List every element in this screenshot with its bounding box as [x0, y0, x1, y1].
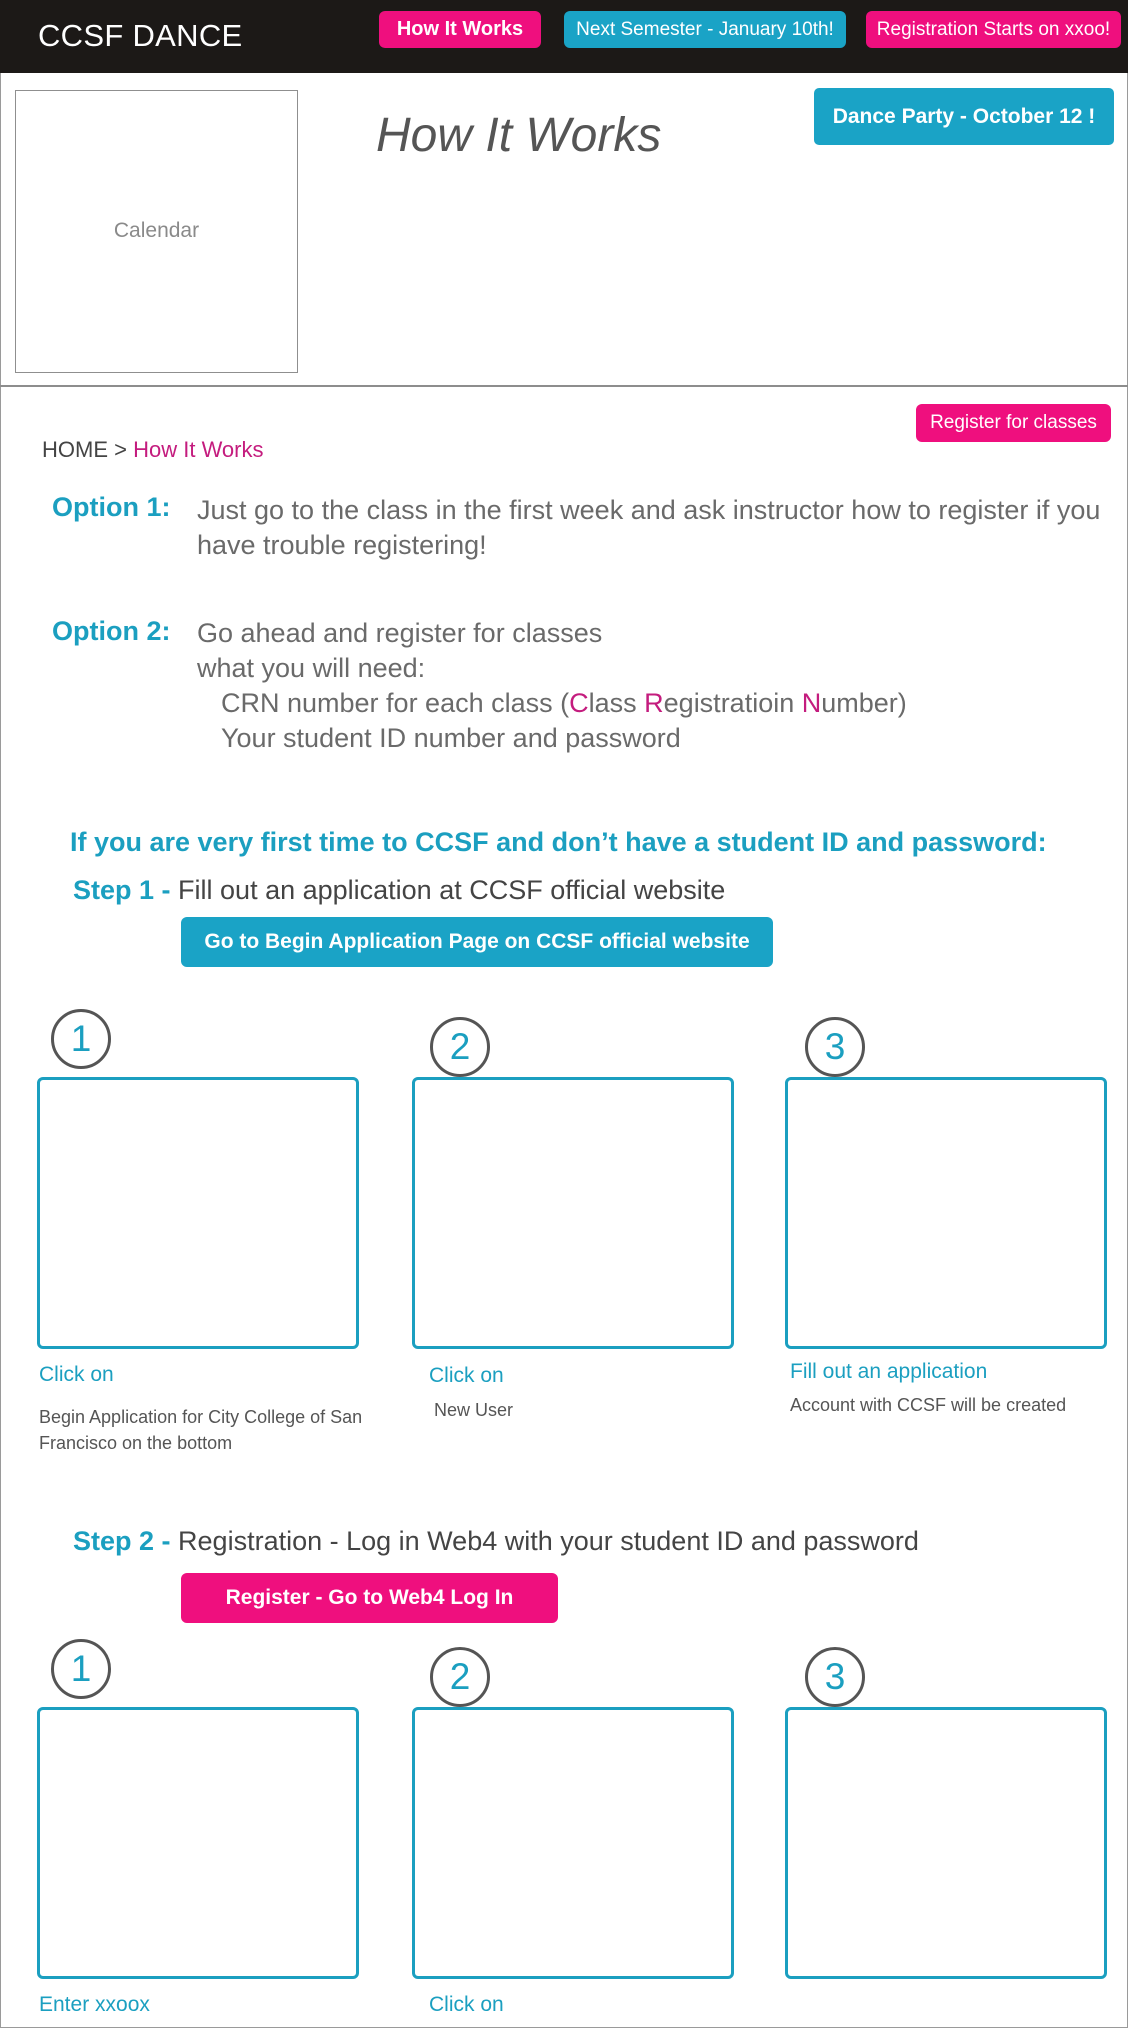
step1-screenshot-2 — [412, 1077, 734, 1349]
crn-lass: lass — [588, 688, 645, 718]
option2-crn-line — [197, 686, 1117, 721]
step1-caption-1: Click on — [39, 1363, 114, 1386]
crn-c: C — [569, 688, 589, 718]
nav-next-semester-button[interactable]: Next Semester - January 10th! — [564, 11, 846, 48]
option1-label: Option 1: — [52, 492, 171, 522]
step2-caption-2: Click on — [429, 1993, 504, 2016]
step1-number-1: 1 — [51, 1009, 111, 1069]
breadcrumb-separator: > — [114, 437, 127, 462]
step2-caption-1: Enter xxoox — [39, 1993, 150, 2016]
crn-n: N — [801, 688, 822, 718]
breadcrumb-current: How It Works — [133, 437, 264, 462]
nav-how-it-works-button[interactable]: How It Works — [379, 11, 541, 48]
step1-screenshot-1 — [37, 1077, 359, 1349]
step2-label: Step 2 - — [73, 1526, 171, 1556]
option2-line4: Your student ID number and password — [221, 723, 681, 753]
option2-text — [197, 616, 1117, 756]
crn-prefix: CRN number for each class ( — [221, 688, 570, 718]
step1-caption-3: Fill out an application — [790, 1360, 988, 1383]
begin-application-button[interactable]: Go to Begin Application Page on CCSF official website — [181, 917, 773, 967]
step2-number-3: 3 — [805, 1647, 865, 1707]
step1-text: Fill out an application at CCSF official website — [178, 875, 726, 905]
option2-line2: what you will need: — [197, 653, 426, 683]
step1-number-2: 2 — [430, 1017, 490, 1077]
step2-screenshot-3 — [785, 1707, 1107, 1979]
step1-screenshot-3 — [785, 1077, 1107, 1349]
step2-number-1: 1 — [51, 1639, 111, 1699]
step2-heading — [73, 1526, 919, 1557]
page-title: How It Works — [376, 109, 662, 162]
option2-label: Option 2: — [52, 616, 171, 646]
site-logo[interactable]: CCSF DANCE — [38, 18, 243, 53]
crn-umber: umber) — [821, 688, 907, 718]
calendar-label: Calendar — [113, 219, 200, 242]
dance-party-button[interactable]: Dance Party - October 12 ! — [814, 88, 1114, 145]
crn-egistratioin: egistratioin — [663, 688, 802, 718]
top-nav-bar — [0, 0, 1128, 73]
step2-number-2: 2 — [430, 1647, 490, 1707]
step1-detail-2: New User — [434, 1400, 514, 1420]
step1-label: Step 1 - — [73, 875, 171, 905]
calendar-widget[interactable] — [15, 90, 298, 373]
option2-line1: Go ahead and register for classes — [197, 618, 603, 648]
breadcrumb-home-link[interactable]: HOME — [42, 437, 108, 462]
step2-screenshot-1 — [37, 1707, 359, 1979]
step1-heading — [73, 875, 725, 906]
breadcrumb — [42, 437, 264, 463]
register-for-classes-button[interactable]: Register for classes — [916, 404, 1111, 442]
step2-screenshot-2 — [412, 1707, 734, 1979]
option1-text — [197, 493, 1117, 563]
crn-r: R — [644, 688, 664, 718]
step2-text: Registration - Log in Web4 with your student ID and password — [178, 1526, 919, 1556]
first-time-heading: If you are very first time to CCSF and don’t have a student ID and password: — [70, 827, 1047, 857]
step1-caption-2: Click on — [429, 1364, 504, 1387]
step1-number-3: 3 — [805, 1017, 865, 1077]
option1-line1: Just go to the class in the first week and ask instructor how to register if you — [197, 495, 1101, 525]
step1-detail-3: Account with CCSF will be created — [790, 1395, 1067, 1415]
nav-registration-starts-button[interactable]: Registration Starts on xxoo! — [866, 11, 1121, 48]
web4-login-button[interactable]: Register - Go to Web4 Log In — [181, 1573, 558, 1623]
option1-line2: have trouble registering! — [197, 530, 487, 560]
header-divider — [0, 385, 1128, 387]
step1-detail-1: Begin Application for City College of San Francisco on the bottom — [39, 1407, 363, 1453]
